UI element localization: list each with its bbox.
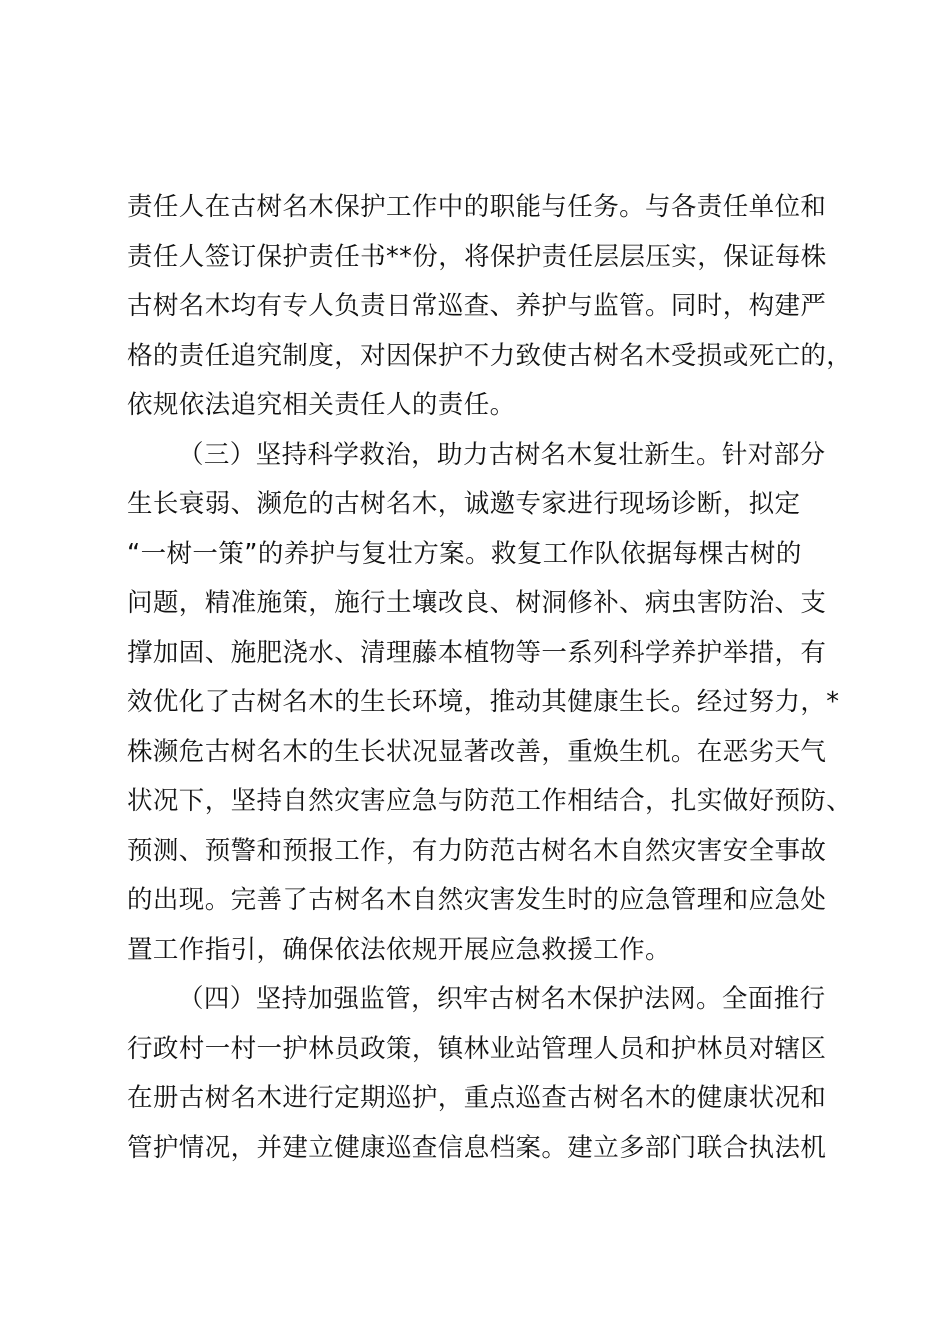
text-line: 生长衰弱、濒危的古树名木，诚邀专家进行现场诊断，拟定 — [127, 489, 801, 519]
text-line: 管护情况，并建立健康巡查信息档案。建立多部门联合执法机 — [127, 1132, 827, 1163]
text-line: 责任人在古树名木保护工作中的职能与任务。与各责任单位和 — [127, 192, 827, 222]
document-body — [127, 183, 853, 1173]
text-line: 效优化了古树名木的生长环境，推动其健康生长。经过努力，* — [127, 687, 840, 717]
text-line: 撑加固、施肥浇水、清理藤本植物等一系列科学养护举措，有 — [127, 637, 827, 668]
text-line: 置工作指引，确保依法依规开展应急救援工作。 — [127, 934, 671, 965]
text-line: 在册古树名木进行定期巡护，重点巡查古树名木的健康状况和 — [127, 1083, 827, 1113]
section-heading-4-line: （四）坚持加强监管，织牢古树名木保护法网。全面推行 — [178, 984, 826, 1014]
text-line: 株濒危古树名木的生长状况显著改善，重焕生机。在恶劣天气 — [127, 736, 827, 767]
text-line: 状况下，坚持自然灾害应急与防范工作相结合，扎实做好预防、 — [127, 786, 853, 816]
text-line: 行政村一村一护林员政策，镇林业站管理人员和护林员对辖区 — [127, 1033, 827, 1064]
text-line: 的出现。完善了古树名木自然灾害发生时的应急管理和应急处 — [127, 885, 827, 915]
text-line: 预测、预警和预报工作，有力防范古树名木自然灾害安全事故 — [127, 835, 827, 866]
text-line: 责任人签订保护责任书**份，将保护责任层层压实，保证每株 — [127, 241, 827, 272]
text-line: 古树名木均有专人负责日常巡查、养护与监管。同时，构建严 — [127, 291, 827, 321]
text-line: 依规依法追究相关责任人的责任。 — [127, 390, 516, 420]
section-heading-3-line: （三）坚持科学救治，助力古树名木复壮新生。针对部分 — [178, 439, 826, 470]
text-line: 格的责任追究制度，对因保护不力致使古树名木受损或死亡的， — [127, 340, 853, 371]
text-line: “一树一策”的养护与复壮方案。救复工作队依据每棵古树的 — [127, 538, 802, 569]
text-line: 问题，精准施策，施行土壤改良、树洞修补、病虫害防治、支 — [127, 588, 827, 618]
